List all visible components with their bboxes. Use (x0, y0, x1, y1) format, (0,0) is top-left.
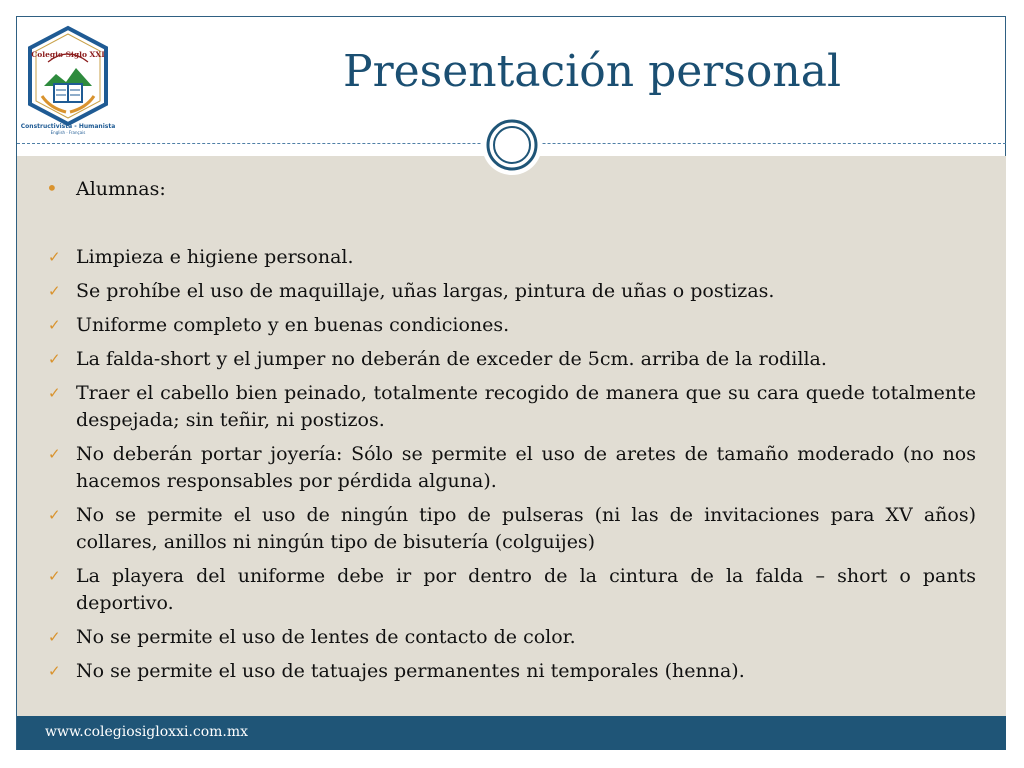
circle-ornament-icon (480, 113, 544, 177)
checkmark-icon: ✓ (48, 282, 61, 300)
list-item (44, 624, 976, 651)
checkmark-icon: ✓ (48, 316, 61, 334)
list-item (44, 312, 976, 339)
bullet-dot-icon: • (46, 176, 58, 200)
list-heading-text: Alumnas: (76, 178, 166, 200)
list-item (44, 380, 976, 434)
checkmark-icon: ✓ (48, 662, 61, 680)
checkmark-icon: ✓ (48, 350, 61, 368)
logo-sub: English · Français (50, 130, 86, 135)
checkmark-icon: ✓ (48, 628, 61, 646)
list-item (44, 244, 976, 271)
list-item (44, 502, 976, 556)
checkmark-icon: ✓ (48, 506, 61, 524)
spacer (44, 210, 976, 244)
list-item (44, 278, 976, 305)
list-item-text: No se permite el uso de ningún tipo de pulseras (ni las de invitaciones para XV años) collares, anillos ni ningún tipo de bisutería (colguijes) (76, 504, 976, 553)
checkmark-icon: ✓ (48, 248, 61, 266)
logo-name: Colegio Siglo XXI (31, 50, 105, 59)
list-item-text: Traer el cabello bien peinado, totalmente recogido de manera que su cara quede totalmente despejada; sin teñir, ni postizos. (76, 382, 976, 431)
list-item (44, 658, 976, 685)
school-logo (20, 24, 116, 136)
slide-title: Presentación personal (342, 46, 842, 97)
footer-bar (17, 716, 1006, 750)
checkmark-icon: ✓ (48, 384, 61, 402)
logo-tagline: Constructivista - Humanista (20, 123, 116, 130)
list-item-text: No se permite el uso de lentes de contacto de color. (76, 626, 576, 648)
footer-url: www.colegiosigloxxi.com.mx (45, 724, 249, 740)
slide-content (44, 176, 976, 692)
list-item-text: La falda-short y el jumper no deberán de exceder de 5cm. arriba de la rodilla. (76, 348, 827, 370)
list-item-text: No deberán portar joyería: Sólo se permite el uso de aretes de tamaño moderado (no nos hacemos responsables por pérdida alguna). (76, 443, 976, 492)
list-item-text: Limpieza e higiene personal. (76, 246, 354, 268)
list-item-text: Se prohíbe el uso de maquillaje, uñas largas, pintura de uñas o postizas. (76, 280, 775, 302)
checkmark-icon: ✓ (48, 445, 61, 463)
list-heading (44, 176, 976, 203)
list-item-text: La playera del uniforme debe ir por dentro de la cintura de la falda – short o pants deportivo. (76, 565, 976, 614)
list-item (44, 563, 976, 617)
checkmark-icon: ✓ (48, 567, 61, 585)
list-item-text: Uniforme completo y en buenas condiciones. (76, 314, 510, 336)
list-item (44, 346, 976, 373)
list-item-text: No se permite el uso de tatuajes permanentes ni temporales (henna). (76, 660, 745, 682)
checklist (44, 244, 976, 685)
list-item (44, 441, 976, 495)
